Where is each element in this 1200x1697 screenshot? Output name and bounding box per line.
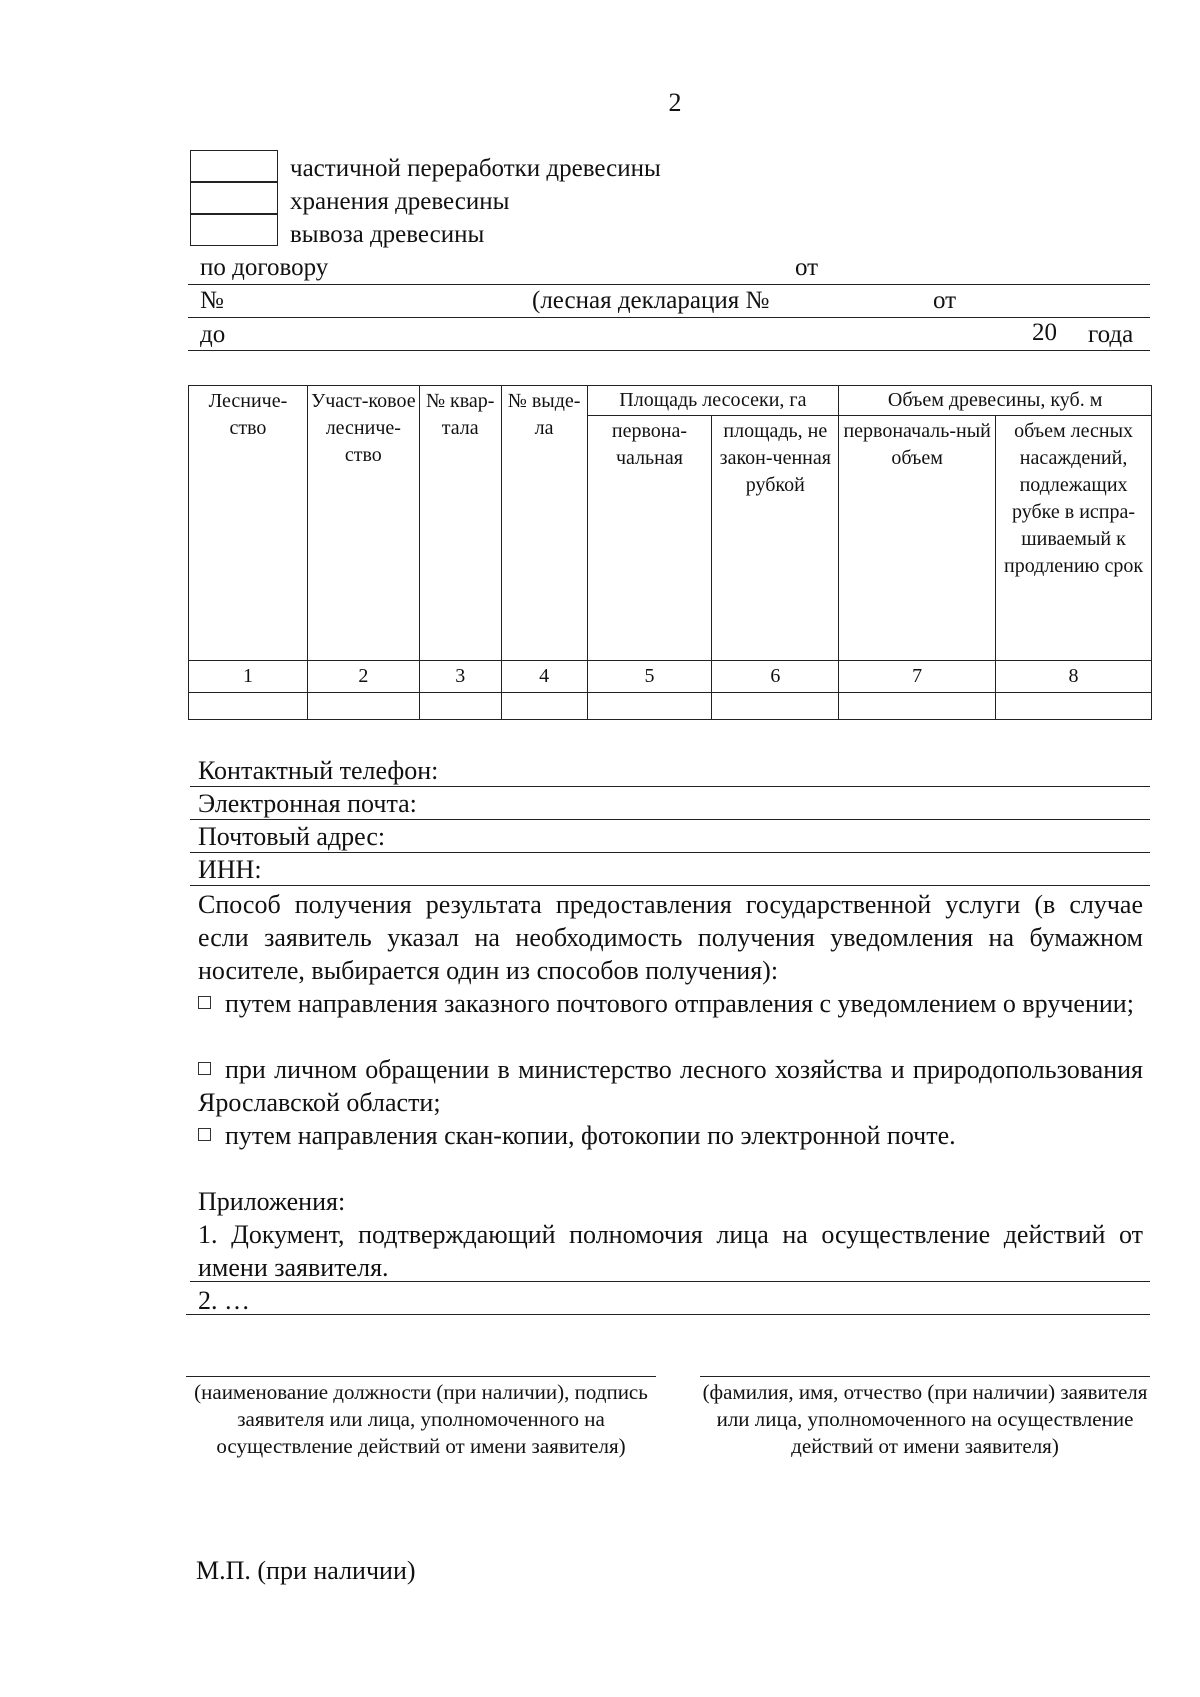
data-cell[interactable]: [587, 693, 712, 720]
forest-data-table: [188, 385, 1152, 720]
column-number: 4: [501, 661, 587, 693]
column-number: 7: [839, 661, 996, 693]
delivery-option-personal: [198, 1053, 1143, 1119]
data-cell[interactable]: [712, 693, 839, 720]
header-forestry: Лесниче-ство: [189, 386, 308, 661]
contact-email-label: Электронная почта:: [198, 789, 417, 818]
until-underline[interactable]: [188, 350, 1150, 351]
checkbox-export[interactable]: [190, 214, 278, 246]
declaration-from-label: от: [933, 287, 957, 314]
header-volume-group: Объем древесины, куб. м: [839, 386, 1152, 416]
data-cell[interactable]: [501, 693, 587, 720]
data-cell[interactable]: [307, 693, 419, 720]
column-number: 5: [587, 661, 712, 693]
data-cell[interactable]: [189, 693, 308, 720]
checkbox-label-storage: хранения древесины: [290, 188, 510, 215]
delivery-option-checkbox[interactable]: [198, 1062, 211, 1075]
until-label: до: [200, 321, 226, 348]
contract-underline[interactable]: [188, 284, 1150, 285]
checkbox-label-export: вывоза древесины: [290, 221, 485, 248]
year-suffix: года: [1088, 321, 1134, 348]
checkbox-storage[interactable]: [190, 182, 278, 214]
contact-postal-line[interactable]: [190, 852, 1150, 853]
number-underline[interactable]: [188, 317, 1150, 318]
delivery-option-text: путем направления заказного почтового отправления с уведомлением о вручении;: [225, 989, 1134, 1018]
checkbox-label-processing: частичной переработки древесины: [290, 155, 661, 182]
attachment-item-1: 1. Документ, подтверждающий полномочия лица на осуществление действий от имени заявителя.: [198, 1220, 1143, 1282]
header-volume-requested: объем лесных насаждений, подлежащих рубке в испра-шиваемый к продлению срок: [996, 416, 1152, 661]
page-number: 2: [668, 88, 682, 117]
contract-label: по договору: [200, 254, 329, 281]
signature-line-left[interactable]: [186, 1376, 656, 1377]
delivery-option-email: [198, 1119, 1143, 1152]
contract-from-label: от: [795, 254, 819, 281]
attachments-title: Приложения:: [198, 1187, 346, 1216]
header-area-group: Площадь лесосеки, га: [587, 386, 839, 416]
column-number: 6: [712, 661, 839, 693]
attachment-2-underline[interactable]: [186, 1314, 1150, 1315]
delivery-option-checkbox[interactable]: [198, 996, 211, 1009]
data-cell[interactable]: [996, 693, 1152, 720]
column-number: 3: [419, 661, 501, 693]
contact-phone-line[interactable]: [190, 786, 1150, 787]
delivery-intro: Способ получения результата предоставления государственной услуги (в случае если заявитель указал на необходимость получения уведомления на бумажном носителе, выбирается один из способов получения):: [198, 890, 1143, 985]
attachment-item-2: 2. …: [198, 1286, 250, 1315]
header-allotment: № выде-ла: [501, 386, 587, 661]
data-cell[interactable]: [839, 693, 996, 720]
data-cell[interactable]: [419, 693, 501, 720]
declaration-label: (лесная декларация №: [532, 287, 770, 314]
delivery-option-checkbox[interactable]: [198, 1128, 211, 1141]
delivery-option-text: путем направления скан-копии, фотокопии по электронной почте.: [225, 1121, 956, 1150]
signature-caption-right: (фамилия, имя, отчество (при наличии) заявителя или лица, уполномоченного на осуществление действий от имени заявителя): [702, 1380, 1148, 1458]
header-area-uncut: площадь, не закон-ченная рубкой: [712, 416, 839, 661]
contact-inn-label: ИНН:: [198, 855, 262, 884]
delivery-option-mail: [198, 987, 1143, 1020]
column-number: 8: [996, 661, 1152, 693]
header-quarter: № квар-тала: [419, 386, 501, 661]
year-prefix: 20: [1032, 319, 1057, 346]
attachment-1-underline: [190, 1281, 1150, 1282]
header-area-initial: первона-чальная: [587, 416, 712, 661]
column-number: 2: [307, 661, 419, 693]
number-label: №: [200, 287, 224, 314]
delivery-option-text: при личном обращении в министерство лесного хозяйства и природопользования Ярославской области;: [198, 1055, 1143, 1117]
checkbox-processing[interactable]: [190, 150, 278, 182]
contact-postal-label: Почтовый адрес:: [198, 822, 386, 851]
contact-email-line[interactable]: [190, 819, 1150, 820]
contact-inn-line[interactable]: [190, 885, 1150, 886]
signature-line-right[interactable]: [700, 1376, 1150, 1377]
column-number: 1: [189, 661, 308, 693]
header-district-forestry: Участ-ковое лесниче-ство: [307, 386, 419, 661]
header-volume-initial: первоначаль-ный объем: [839, 416, 996, 661]
contact-phone-label: Контактный телефон:: [198, 756, 439, 785]
signature-caption-left: (наименование должности (при наличии), подпись заявителя или лица, уполномоченного на осуществление действий от имени заявителя): [194, 1380, 648, 1458]
stamp-placeholder: М.П. (при наличии): [196, 1556, 416, 1585]
